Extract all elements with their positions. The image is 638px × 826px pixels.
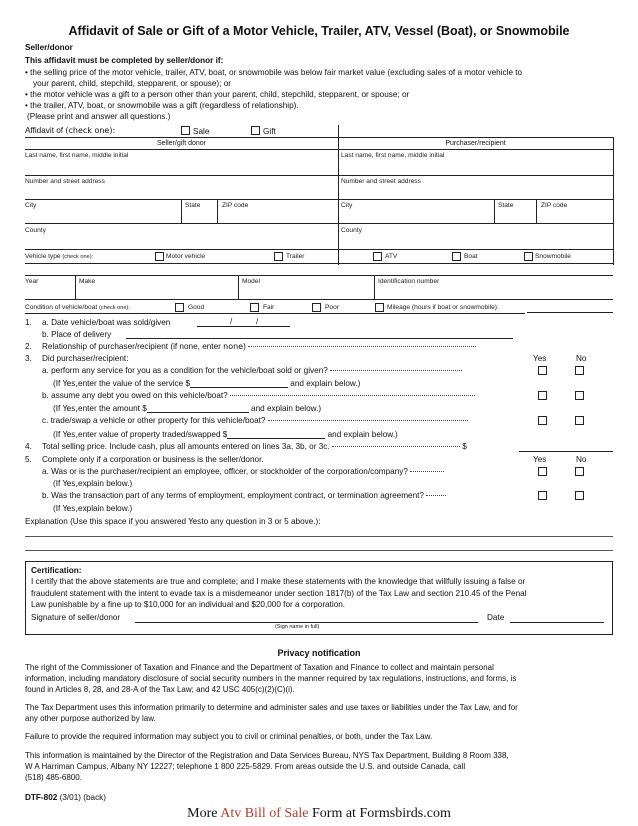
affidavit-of-label: Affidavit of (25, 126, 64, 135)
q5b-sub (53, 504, 132, 513)
year-label: Year (25, 278, 39, 285)
q3b-sub (53, 403, 321, 413)
fair-label: Fair (263, 304, 275, 311)
condition (25, 304, 130, 311)
gift-checkbox[interactable] (251, 126, 260, 135)
good-checkbox[interactable] (175, 303, 184, 312)
q3c-sub-yes: Yes, (62, 430, 79, 439)
form-version: (3/01) (back) (59, 793, 107, 802)
affidavit-of-hint: (check one): (65, 126, 116, 135)
footer-post: Form at Formsbirds.com (312, 806, 451, 821)
privacy-paragraph-2 (25, 702, 615, 724)
seller-column-header: Seller/gift donor (156, 140, 207, 147)
q4-dollar: $ (462, 442, 467, 451)
q5b-sub-yes: Yes, (62, 504, 79, 513)
q1b-text: b. Place of delivery (42, 330, 112, 339)
date-label: Date (487, 613, 505, 622)
purchaser-name-label: Last name, first name, middle initial (341, 152, 445, 159)
q3a-sub-pre: (If (53, 379, 61, 388)
q3a-sub-yes: Yes, (62, 379, 79, 388)
make-label: Make (79, 278, 96, 285)
privacy-paragraph-3 (25, 731, 615, 742)
q3-text: Did purchaser/recipient: (42, 354, 129, 363)
q3c-row (42, 416, 468, 425)
explanation-yes: Yes (188, 517, 202, 526)
no-header-2: No (576, 455, 587, 464)
q3b-sub-yes: Yes, (62, 404, 79, 413)
condition-hint: (check one): (99, 305, 130, 311)
q3a-text: a. perform any service for you as a condition for the vehicle/boat sold or given? (42, 366, 328, 375)
bullet-2: • the motor vehicle was a gift to a person other than your parent, child, stepchild, stepparent, or spouse; or (25, 90, 410, 99)
q3b-sub-end: and explain below.) (251, 404, 322, 413)
privacy-p1-l2: information, including mandatory disclosure of social security numbers in the manner required by tax regulations, instructions, and forms, is (25, 674, 517, 683)
no-header-1: No (576, 354, 587, 363)
purchaser-city-label: City (341, 202, 353, 209)
affidavit-of (25, 126, 115, 135)
q5b-sub-end: explain below.) (78, 504, 133, 513)
q3c-text: c. trade/swap a vehicle or other property for this vehicle/boat? (42, 416, 266, 425)
privacy-p1-l1: The right of the Commissioner of Taxation and Finance and the Department of Taxation and Finance to collect and maintain personal (25, 663, 494, 672)
q5a-sub (53, 479, 132, 488)
seller-city-label: City (25, 202, 37, 209)
q3b-yes-checkbox[interactable] (538, 391, 547, 400)
q3b-text: b. assume any debt you owed on this vehicle/boat? (42, 391, 228, 400)
q3c-no-checkbox[interactable] (575, 416, 584, 425)
footer-link[interactable]: Atv Bill of Sale (220, 806, 309, 821)
explanation-line-2[interactable] (25, 550, 613, 551)
trailer-checkbox[interactable] (274, 252, 283, 261)
q5b-text: b. Was the transaction part of any terms of employment, employment contract, or termination agreement? (42, 491, 424, 500)
q1a-date-sep-1: / (230, 317, 233, 326)
q2-end: ) (243, 342, 246, 351)
q5-text: Complete only if a corporation or business is the seller/donor. (42, 455, 264, 464)
q3-num: 3. (25, 354, 32, 363)
q3c-sub (53, 429, 398, 439)
q2-text: Relationship of purchaser/recipient (if none, enter (42, 342, 221, 351)
q4-num: 4. (25, 442, 32, 451)
bullet-1-cont: your parent, child, stepchild, stepparent, or spouse); or (33, 79, 231, 88)
q3b-sub-mid: enter the amount $ (78, 404, 147, 413)
q3c-sub-pre: (If (53, 430, 61, 439)
purchaser-column-header: Purchaser/recipient (445, 140, 506, 147)
signature-label: Signature of seller/donor (31, 613, 121, 622)
privacy-p1-l3: found in Articles 8, 28, and 28-A of the Tax Law; and 42 USC 405(c)(2)(C)(i). (25, 685, 295, 694)
trailer-label: Trailer (286, 253, 305, 260)
q4-text: Total selling price. Include cash, plus all amounts entered on lines 3a, 3b, or 3c. (42, 442, 330, 451)
explanation (25, 517, 321, 526)
q3a-row (42, 366, 462, 375)
bullet-2-text: the motor vehicle was a gift to a person other than your parent, child, stepchild, stepparent, or spouse; or (30, 90, 410, 99)
q1-num: 1. (25, 318, 32, 327)
sign-note: (Sign name in full) (275, 624, 320, 630)
condition-label: Condition of vehicle/boat (25, 304, 98, 311)
good-label: Good (188, 304, 205, 311)
certification-line-3: Law punishable by a fine up to $10,000 for an individual and $20,000 for a corporation. (31, 600, 346, 609)
certification-line-1: I certify that the above statements are true and complete; and I make these statements with the knowledge that willfully issuing a false or (31, 577, 526, 586)
q3b-row (42, 391, 475, 400)
bullet-3: • the trailer, ATV, boat, or snowmobile was a gift (regardless of relationship). (25, 101, 299, 110)
q4-row (42, 442, 467, 451)
atv-checkbox[interactable] (373, 252, 382, 261)
q3a-sub-end: and explain below.) (290, 379, 361, 388)
privacy-p2-l1: The Tax Department uses this information primarily to determine and administer sales and use taxes or liabilities under the Tax Law, and for (25, 703, 518, 712)
yes-header-2: Yes (533, 455, 547, 464)
q3c-yes-checkbox[interactable] (538, 416, 547, 425)
yes-header-1: Yes (533, 354, 547, 363)
q5b-no-checkbox[interactable] (575, 491, 584, 500)
bullet-3-text: the trailer, ATV, boat, or snowmobile was a gift (regardless of relationship). (30, 101, 299, 110)
seller-zip-label: ZIP code (222, 202, 249, 209)
certification-line-2: fraudulent statement with the intent to evade tax is a misdemeanor under section 1817(b) of the Tax Law and section 210.45 of the Penal (31, 589, 527, 598)
seller-heading: Seller/donor (25, 43, 73, 52)
privacy-paragraph-4 (25, 750, 615, 783)
q3b-sub-pre: (If (53, 404, 61, 413)
boat-checkbox[interactable] (452, 252, 461, 261)
vehicle-type (25, 253, 93, 260)
q2-answer: none (223, 342, 244, 351)
seller-instruction: This affidavit must be completed by seller/donor if: (25, 56, 224, 65)
seller-name-label: Last name, first name, middle initial (25, 152, 129, 159)
vehicle-type-hint: (check one): (62, 254, 94, 260)
q3a-no-checkbox[interactable] (575, 366, 584, 375)
q2-num: 2. (25, 342, 32, 351)
footer-pre: More (187, 806, 218, 821)
privacy-p3-l1: Failure to provide the required information may subject you to civil or criminal penalties, or both, under the Tax Law. (25, 732, 433, 741)
sale-checkbox[interactable] (181, 126, 190, 135)
id-number-label: Identification number (378, 278, 440, 285)
mileage-checkbox[interactable] (375, 303, 384, 312)
purchaser-state-label: State (498, 202, 514, 209)
q3a-sub-mid: enter the value of the service $ (78, 379, 190, 388)
q5a-sub-end: explain below.) (78, 479, 133, 488)
q3c-sub-mid: enter value of property traded/swapped $ (78, 430, 228, 439)
bullet-1: • the selling price of the motor vehicle, trailer, ATV, boat, or snowmobile was below fair market value (excluding sales of a motor vehicle to (25, 68, 523, 77)
print-note: (Please print and answer all questions.) (27, 112, 171, 121)
snowmobile-checkbox[interactable] (524, 252, 533, 261)
explanation-pre: Explanation (Use this space if you answered (25, 517, 187, 526)
q5a-sub-yes: Yes, (62, 479, 79, 488)
motor-vehicle-checkbox[interactable] (155, 252, 164, 261)
snowmobile-label: Snowmobile (535, 253, 571, 260)
form-title: Affidavit of Sale or Gift of a Motor Vehicle, Trailer, ATV, Vessel (Boat), or Snowmobile (68, 24, 570, 38)
q5-num: 5. (25, 455, 32, 464)
q1a-date-sep-2: / (256, 317, 259, 326)
form-id (25, 793, 106, 802)
certification-heading: Certification: (31, 566, 82, 575)
privacy-p4-l1: This information is maintained by the Director of the Registration and Data Services Bureau, NYS Tax Department, Building 8 Room 338, (25, 751, 509, 760)
sale-label: Sale (193, 127, 210, 136)
form-code: DTF-802 (25, 793, 58, 802)
privacy-p4-l3: (518) 485-6800. (25, 773, 82, 782)
q3b-no-checkbox[interactable] (575, 391, 584, 400)
bullet-1-text: the selling price of the motor vehicle, trailer, ATV, boat, or snowmobile was below fair market value (excluding sales of a motor vehicle to (30, 68, 523, 77)
signature-line[interactable] (135, 622, 478, 623)
q1a-text: a. Date vehicle/boat was sold/given (42, 318, 171, 327)
privacy-p2-l2: any other purpose authorized by law. (25, 714, 156, 723)
mileage-label: Mileage (hours if boat or snowmobile): (387, 304, 499, 311)
q5a-no-checkbox[interactable] (575, 467, 584, 476)
fair-checkbox[interactable] (250, 303, 259, 312)
q3c-sub-end: and explain below.) (327, 430, 398, 439)
q2-row (42, 342, 476, 351)
model-label: Model (242, 278, 260, 285)
privacy-paragraph-1 (25, 662, 615, 695)
q5b-yes-checkbox[interactable] (538, 491, 547, 500)
vehicle-type-label: Vehicle type (25, 253, 61, 260)
purchaser-zip-label: ZIP code (541, 202, 568, 209)
boat-label: Boat (464, 253, 478, 260)
q5a-text: a. Was or is the purchaser/recipient an employee, officer, or stockholder of the corporation/company? (42, 467, 408, 476)
seller-state-label: State (185, 202, 201, 209)
q5a-yes-checkbox[interactable] (538, 467, 547, 476)
q5b-sub-pre: (If (53, 504, 61, 513)
q5a-sub-pre: (If (53, 479, 61, 488)
q3a-yes-checkbox[interactable] (538, 366, 547, 375)
poor-checkbox[interactable] (312, 303, 321, 312)
date-line[interactable] (510, 622, 604, 623)
explanation-line-1[interactable] (25, 536, 613, 537)
motor-vehicle-label: Motor vehicle (166, 253, 206, 260)
poor-label: Poor (325, 304, 339, 311)
purchaser-county-label: County (341, 227, 362, 234)
privacy-heading: Privacy notification (277, 648, 361, 658)
gift-label: Gift (263, 127, 276, 136)
q5a-row (42, 467, 444, 476)
purchaser-address-label: Number and street address (341, 178, 421, 185)
q3a-sub (53, 378, 360, 388)
privacy-p4-l2: W A Harriman Campus, Albany NY 12227; telephone 1 800 225-5829. From areas outside the U.S. and outside Canada, call (25, 762, 466, 771)
atv-label: ATV (385, 253, 398, 260)
q5b-row (42, 491, 446, 500)
explanation-end: to any question in 3 or 5 above.): (201, 517, 321, 526)
seller-address-label: Number and street address (25, 178, 105, 185)
footer-promo (0, 806, 638, 822)
seller-county-label: County (25, 227, 46, 234)
